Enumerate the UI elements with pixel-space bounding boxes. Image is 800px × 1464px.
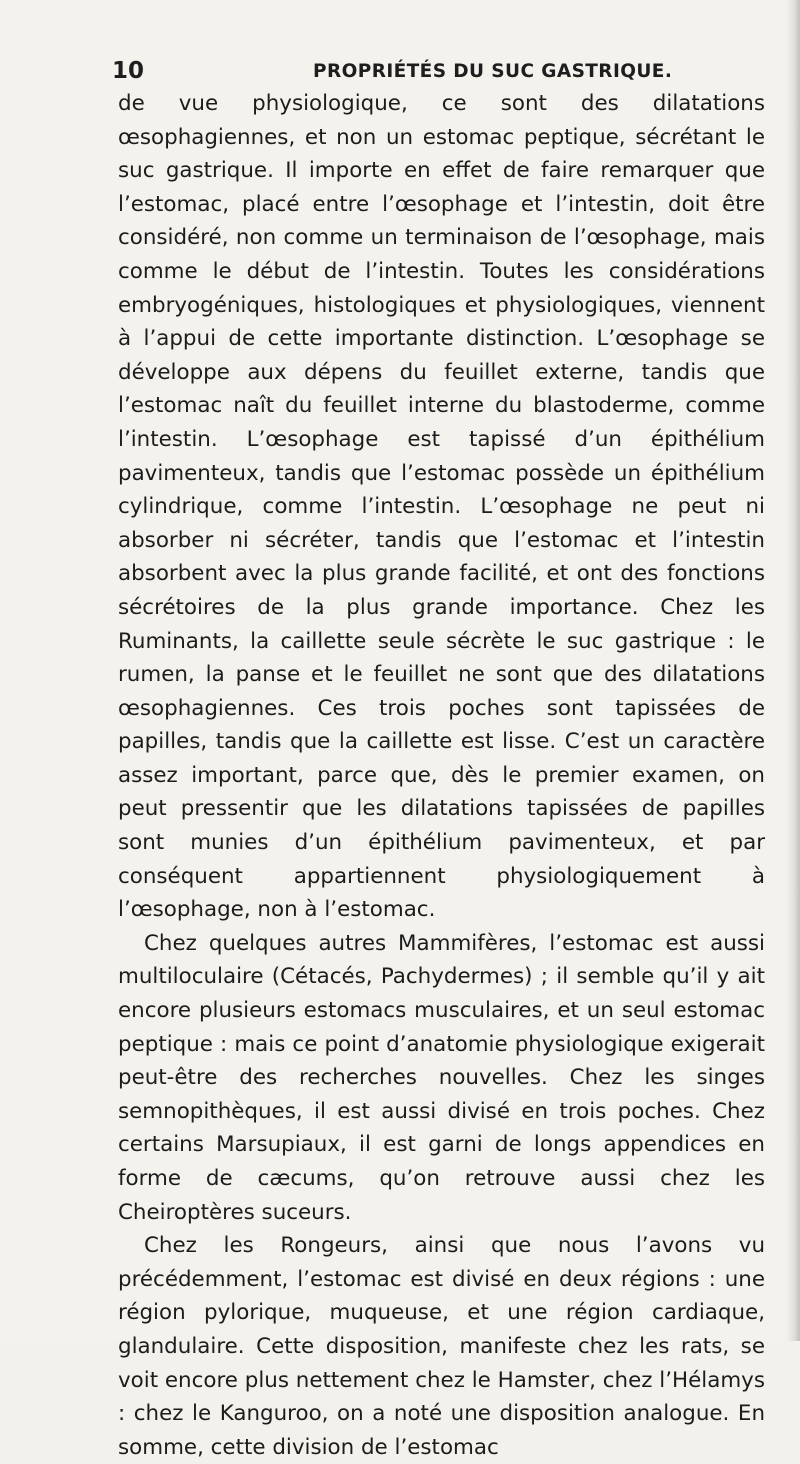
page-edge-shadow <box>786 0 800 1341</box>
paragraph-mammiferes: Chez quelques autres Mammifères, l’estomac est aussi multiloculaire (Cétacés, Pachydermes) ; il semble qu’il y ait encore plusieurs estomacs musculaires, et un seul estomac peptique : mais ce point d’anatomie physiologique exigerait peut-être des recherches nouvelles. Chez les singes semnopithèques, il est aussi divisé en trois poches. Chez certains Marsupiaux, il est garni de longs appendices en forme de cæcums, qu’on retrouve aussi chez les Cheiroptères suceurs. <box>118 930 765 1225</box>
page-number: 10 <box>112 58 145 84</box>
running-title: PROPRIÉTÉS DU SUC GASTRIQUE. <box>313 61 673 82</box>
page-header <box>112 58 764 88</box>
paragraph-rongeurs: Chez les Rongeurs, ainsi que nous l’avons vu précédemment, l’estomac est divisé en deux régions : une région pylorique, muqueuse, et une région cardiaque, glandulaire. Cette disposition, manifeste chez les rats, se voit encore plus nettement chez le Hamster, chez l’Hélamys : chez le Kanguroo, on a noté une disposition analogue. En somme, cette division de l’estomac <box>118 1233 765 1460</box>
paragraph-continuation: de vue physiologique, ce sont des dilatations œsophagiennes, et non un estomac peptique, sécrétant le suc gastrique. Il importe en effet de faire remarquer que l’estomac, placé entre l’œsophage et l’intestin, doit être considéré, non comme un terminaison de l’œsophage, mais comme le début de l’intestin. Toutes les considérations embryogéniques, histologiques et physiologiques, viennent à l’appui de cette importante distinction. L’œsophage se développe aux dépens du feuillet externe, tandis que l’estomac naît du feuillet interne du blastoderme, comme l’intestin. L’œsophage est tapissé d’un épithélium pavimenteux, tandis que l’estomac possède un épithélium cylindrique, comme l’intestin. L’œsophage ne peut ni absorber ni sécréter, tandis que l’estomac et l’intestin absorbent avec la plus grande facilité, et ont des fonctions sécrétoires de la plus grande importance. Chez les Ruminants, la caillette seule sécrète le suc gastrique : le rumen, la panse et le feuillet ne sont que des dilatations œsophagiennes. Ces trois poches sont tapissées de papilles, tandis que la caillette est lisse. C’est un caractère assez important, parce que, dès le premier examen, on peut pressentir que les dilatations tapissées de papilles sont munies d’un épithélium pavimenteux, et par conséquent appartiennent physiologiquement à l’œsophage, non à l’estomac. <box>118 91 765 923</box>
body-text <box>118 87 765 1464</box>
